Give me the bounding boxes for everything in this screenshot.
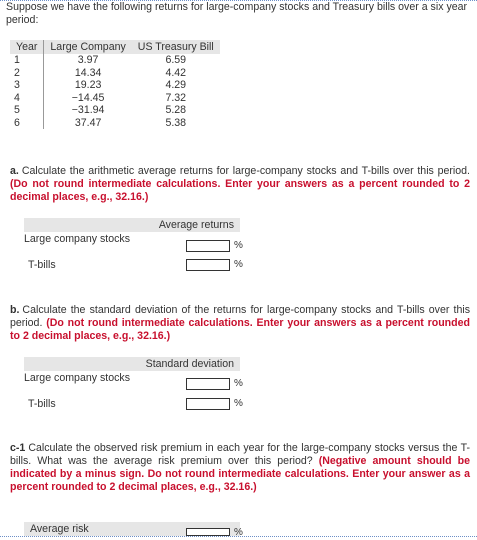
large-company-cell: −14.45 (71, 91, 105, 104)
large-company-stocks-label: Large company stocks (24, 233, 130, 245)
year-cell: 3 (10, 79, 44, 92)
question-c1-label: c-1 (10, 442, 26, 454)
tbill-cell: 5.28 (165, 104, 187, 116)
average-risk-premium-input[interactable] (186, 528, 230, 536)
std-dev-large-company-input[interactable] (186, 378, 230, 390)
column-header-tbill: US Treasury Bill (132, 40, 220, 54)
table-row (10, 79, 220, 92)
column-header-year: Year (10, 40, 44, 54)
large-company-cell: −31.94 (71, 104, 105, 116)
average-returns-header: Average returns (24, 218, 240, 232)
intro-text: Suppose we have the following returns for large-company stocks and Treasury bills over a six year period: (6, 1, 468, 26)
avg-return-large-company-input[interactable] (186, 240, 230, 252)
table-row (10, 54, 220, 67)
question-b-text: Calculate the standard deviation of the returns for large-company stocks and T-bills over this period. (10, 304, 470, 329)
table-row (10, 67, 220, 80)
year-cell: 6 (10, 117, 44, 130)
question-a-instruction: (Do not round intermediate calculations. Enter your answers as a percent rounded to 2 decimal places, e.g., 32.16.) (10, 178, 470, 203)
table-row (10, 117, 220, 130)
percent-sign: % (234, 378, 243, 389)
standard-deviation-header: Standard deviation (24, 357, 240, 371)
year-cell: 5 (10, 104, 44, 117)
table-row (10, 104, 220, 117)
tbill-cell: 4.29 (165, 79, 187, 91)
large-company-cell: 3.97 (77, 54, 99, 66)
std-dev-tbills-input[interactable] (186, 398, 230, 410)
question-b (10, 304, 470, 343)
large-company-cell: 14.34 (74, 66, 102, 79)
table-row (10, 92, 220, 105)
table-header-row (10, 40, 220, 54)
year-cell: 4 (10, 92, 44, 105)
column-header-large-company: Large Company (44, 40, 132, 54)
question-a-label: a. (10, 165, 19, 177)
percent-sign: % (234, 259, 243, 270)
tbill-cell: 5.38 (165, 116, 187, 129)
question-c1-text: Calculate the observed risk premium in each year for the large-company stocks versus the T-bills. What was the average risk premium over this period? (10, 442, 470, 467)
question-a (10, 165, 470, 204)
question-b-instruction: (Do not round intermediate calculations. Enter your answers as a percent rounded to 2 decimal places, e.g., 32.16.) (10, 317, 470, 342)
tbill-cell: 4.42 (165, 66, 187, 79)
percent-sign: % (234, 527, 243, 538)
average-risk-label: Average risk (30, 523, 89, 535)
tbills-label: T-bills (28, 398, 56, 410)
large-company-stocks-label: Large company stocks (24, 372, 130, 384)
year-cell: 2 (10, 67, 44, 80)
question-b-label: b. (10, 304, 20, 316)
tbill-cell: 7.32 (165, 91, 187, 104)
tbill-cell: 6.59 (165, 54, 187, 66)
percent-sign: % (234, 398, 243, 409)
tbills-label: T-bills (28, 259, 56, 271)
question-a-text: Calculate the arithmetic average returns for large-company stocks and T-bills over this period. (21, 165, 470, 177)
avg-return-tbills-input[interactable] (186, 259, 230, 271)
question-c1-instruction: (Negative amount should be indicated by a minus sign. Do not round intermediate calculations. Enter your answer as a percent rounded to 2 decimal places, e.g., 32.16.) (10, 455, 471, 493)
returns-table (10, 40, 220, 129)
large-company-cell: 19.23 (74, 79, 102, 91)
year-cell: 1 (10, 54, 44, 67)
percent-sign: % (234, 240, 243, 251)
question-c1 (10, 442, 470, 494)
large-company-cell: 37.47 (74, 116, 102, 129)
